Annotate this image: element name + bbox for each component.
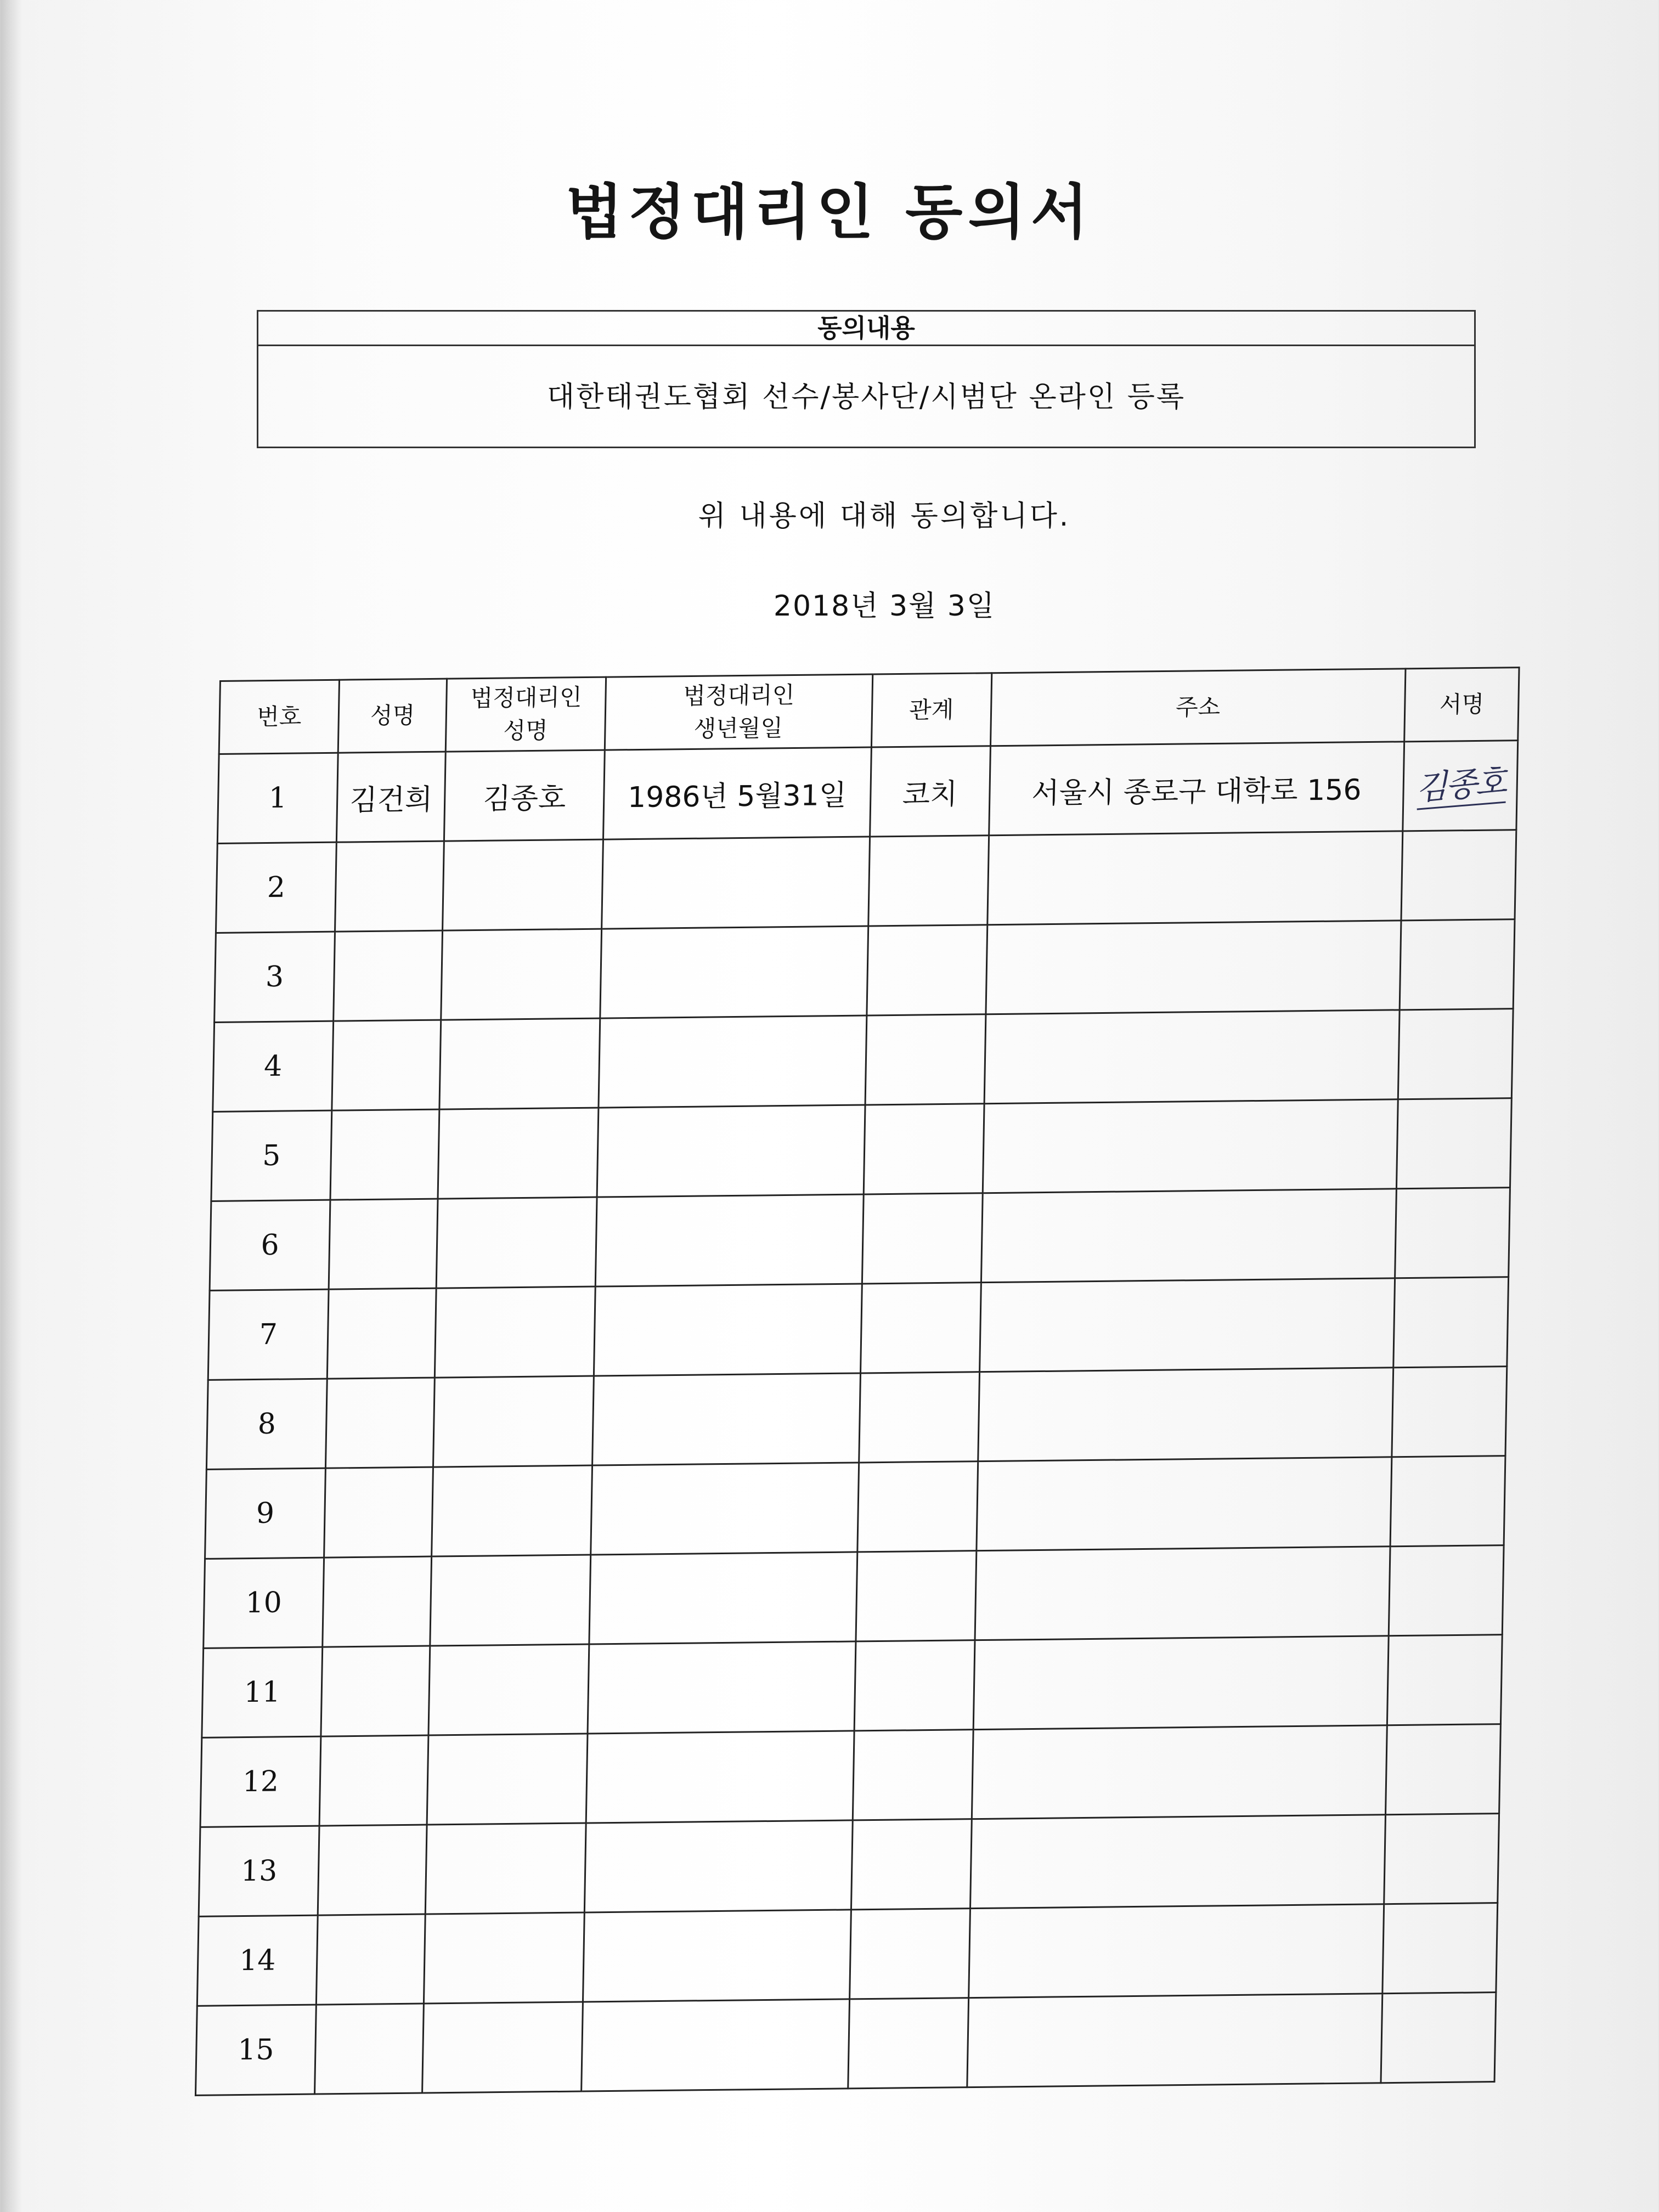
cell-address [979, 1278, 1395, 1372]
cell-guardian-name [441, 929, 601, 1020]
table-body [195, 741, 1517, 2096]
cell-name [325, 1378, 435, 1468]
table-row [210, 1188, 1510, 1291]
cell-relation [860, 1283, 981, 1373]
cell-guardian-name [432, 1465, 592, 1556]
cell-name [334, 930, 443, 1021]
header-guardian-birth: 법정대리인 생년월일 [605, 674, 872, 750]
cell-signature [1392, 1367, 1507, 1457]
cell-address [968, 1904, 1384, 1998]
cell-address [975, 1547, 1391, 1640]
cell-name [335, 841, 444, 932]
handwritten-signature: 김종호 [1415, 761, 1506, 810]
cell-number: 7 [208, 1289, 329, 1380]
cell-guardian-name [427, 1734, 588, 1825]
cell-address [970, 1815, 1386, 1909]
cell-signature [1403, 741, 1518, 831]
consent-header: 동의내용 [258, 312, 1474, 346]
cell-guardian-name [438, 1108, 598, 1199]
cell-name [323, 1556, 432, 1647]
cell-name [330, 1109, 439, 1200]
header-relation: 관계 [871, 673, 991, 747]
table-row [208, 1277, 1508, 1380]
table-row [206, 1367, 1506, 1470]
cell-signature [1395, 1188, 1510, 1278]
header-signature: 서명 [1404, 668, 1519, 742]
cell-address [972, 1725, 1387, 1819]
cell-name [327, 1288, 436, 1379]
cell-guardian-name [430, 1555, 590, 1646]
agree-statement: 위 내용에 대해 동의합니다. [698, 500, 1071, 533]
table-row [217, 741, 1517, 844]
header-name: 성명 [338, 679, 447, 753]
cell-number: 9 [205, 1468, 326, 1559]
cell-relation [868, 836, 989, 926]
cell-guardian-birth [592, 1373, 860, 1465]
cell-guardian-name: 김종호 [444, 750, 605, 841]
cell-relation [864, 1104, 984, 1194]
cell-guardian-birth [591, 1463, 859, 1555]
cell-name [319, 1735, 428, 1826]
cell-address [978, 1368, 1393, 1462]
cell-relation [857, 1462, 978, 1552]
cell-signature [1401, 830, 1516, 921]
cell-signature [1390, 1456, 1505, 1547]
cell-number: 4 [213, 1021, 334, 1111]
cell-guardian-birth [595, 1194, 864, 1286]
cell-name [324, 1467, 433, 1558]
cell-guardian-name [443, 839, 603, 930]
cell-address [967, 1994, 1383, 2087]
cell-address [981, 1189, 1397, 1283]
cell-name [321, 1646, 430, 1736]
cell-signature [1383, 1903, 1498, 1994]
cell-number: 5 [211, 1110, 332, 1201]
cell-name [332, 1020, 441, 1110]
cell-address [977, 1457, 1392, 1551]
consent-body: 대한태권도협회 선수/봉사단/시범단 온라인 등록 [546, 381, 1186, 414]
cell-guardian-name [435, 1286, 595, 1378]
cell-address [987, 831, 1403, 925]
cell-guardian-birth [588, 1641, 856, 1734]
cell-relation [859, 1372, 979, 1463]
consent-box [257, 310, 1476, 448]
cell-signature [1384, 1814, 1499, 1904]
cell-signature [1387, 1635, 1503, 1725]
cell-relation [856, 1551, 977, 1641]
cell-guardian-birth: 1986년 5월31일 [603, 747, 871, 839]
cell-address: 서울시 종로구 대학로 156 [989, 742, 1404, 836]
table-row [202, 1635, 1502, 1738]
cell-address [973, 1636, 1389, 1730]
cell-guardian-name [426, 1823, 586, 1914]
cell-name [318, 1825, 427, 1915]
table-row [216, 830, 1516, 933]
table-row [211, 1098, 1511, 1201]
cell-relation [848, 1998, 968, 2089]
cell-signature [1381, 1993, 1496, 2083]
cell-signature [1397, 1098, 1512, 1189]
cell-name: 김건희 [336, 752, 445, 842]
cell-relation: 코치 [870, 746, 990, 837]
cell-relation [853, 1730, 973, 1820]
cell-guardian-birth [586, 1731, 854, 1823]
cell-guardian-name [428, 1644, 589, 1735]
cell-guardian-birth [589, 1552, 857, 1644]
cell-name [329, 1199, 438, 1289]
cell-guardian-birth [583, 1910, 851, 2002]
cell-guardian-birth [601, 837, 870, 929]
table-row [197, 1903, 1497, 2006]
cell-number: 10 [204, 1558, 324, 1648]
cell-relation [849, 1909, 970, 1999]
cell-relation [854, 1640, 975, 1731]
document-title: 법정대리인 동의서 [565, 178, 1094, 247]
header-address: 주소 [990, 669, 1406, 746]
header-number: 번호 [219, 680, 339, 754]
cell-guardian-name [424, 1912, 584, 2004]
cell-signature [1398, 1009, 1513, 1099]
table-row [200, 1724, 1500, 1827]
cell-number: 2 [216, 842, 336, 933]
cell-number: 1 [217, 753, 338, 843]
cell-relation [862, 1193, 983, 1284]
guardian-table [195, 667, 1520, 2096]
cell-name [315, 2004, 424, 2094]
cell-signature [1389, 1545, 1504, 1636]
cell-guardian-name [433, 1376, 594, 1467]
table-row [213, 1009, 1513, 1112]
cell-number: 11 [202, 1647, 323, 1737]
cell-guardian-name [439, 1018, 600, 1109]
cell-relation [865, 1014, 986, 1105]
cell-relation [867, 925, 988, 1015]
table-row [199, 1814, 1499, 1917]
cell-number: 3 [215, 932, 335, 1022]
cell-address [984, 1010, 1400, 1104]
cell-number: 15 [195, 2005, 316, 2095]
cell-guardian-birth [597, 1105, 865, 1197]
table-row [215, 919, 1515, 1023]
cell-number: 8 [206, 1379, 327, 1469]
cell-signature [1393, 1277, 1509, 1368]
cell-guardian-birth [581, 1999, 849, 2091]
cell-signature [1386, 1724, 1501, 1815]
table-row [195, 1993, 1496, 2096]
table-header-row [219, 668, 1519, 754]
cell-number: 6 [210, 1200, 330, 1290]
header-guardian-name: 법정대리인 성명 [446, 677, 606, 752]
document-date: 2018년 3월 3일 [773, 590, 996, 623]
cell-guardian-birth [599, 1015, 867, 1108]
table-row [205, 1456, 1505, 1559]
cell-number: 14 [197, 1915, 318, 2006]
cell-address [986, 921, 1402, 1014]
table-row [204, 1545, 1504, 1649]
cell-name [316, 1914, 425, 2005]
cell-relation [851, 1819, 972, 1910]
cell-address [983, 1099, 1398, 1193]
cell-guardian-name [422, 2002, 583, 2093]
cell-guardian-birth [594, 1284, 862, 1376]
cell-number: 13 [199, 1826, 319, 1916]
cell-guardian-birth [600, 926, 868, 1018]
cell-number: 12 [200, 1736, 321, 1827]
cell-signature [1400, 919, 1515, 1010]
cell-guardian-name [437, 1197, 597, 1288]
cell-guardian-birth [584, 1820, 853, 1912]
